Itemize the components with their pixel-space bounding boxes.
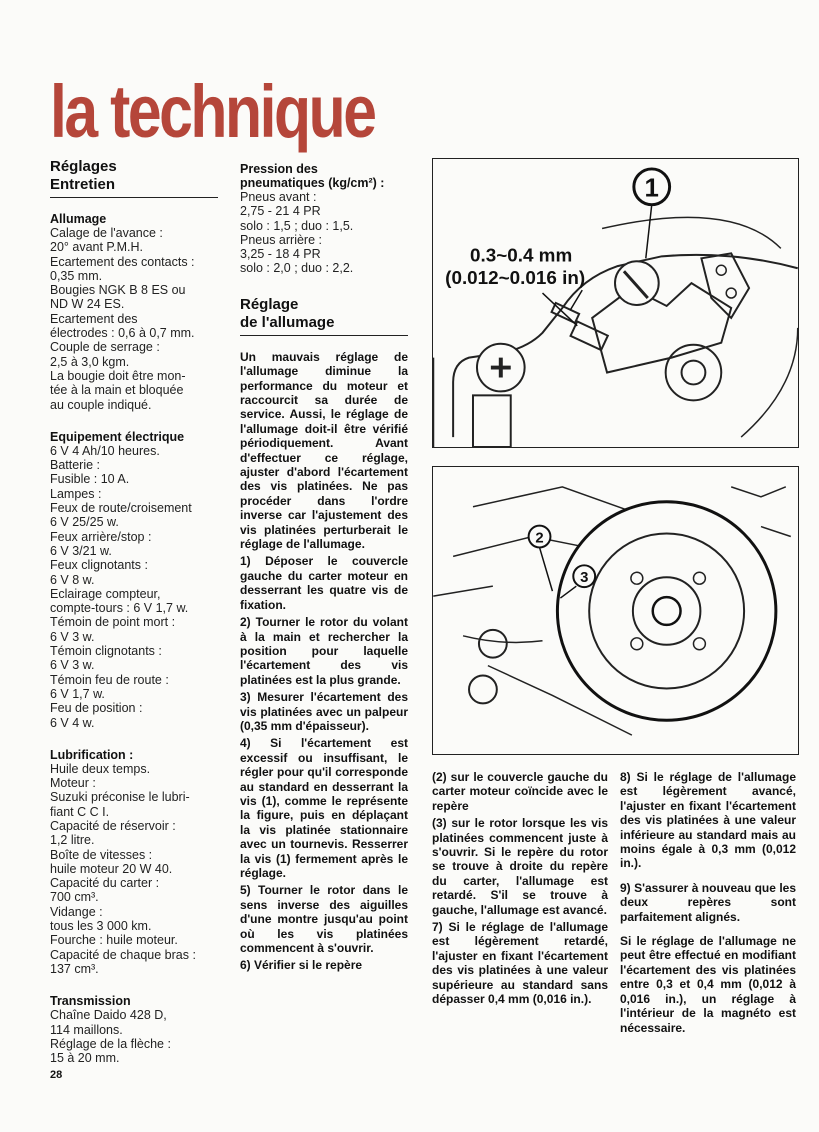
flywheel-figure bbox=[432, 466, 799, 755]
spec-line: 20° avant P.M.H. bbox=[50, 240, 144, 255]
ignition-title-line-1: Réglage bbox=[240, 295, 299, 313]
spec-line: Réglage de la flèche : bbox=[50, 1036, 171, 1051]
spec-line: 114 maillons. bbox=[50, 1022, 123, 1037]
spec-line: Feux clignotants : bbox=[50, 558, 148, 573]
section-gap bbox=[50, 730, 220, 740]
contact-breaker-diagram bbox=[433, 159, 798, 447]
spec-line: Calage de l'avance : bbox=[50, 226, 163, 240]
spec-line: La bougie doit être mon- bbox=[50, 368, 186, 383]
callout-1-label: 1 bbox=[644, 174, 659, 203]
tire-pressure-line: Pneus avant : bbox=[240, 190, 317, 204]
tire-pressure-line: 2,75 - 21 4 PR bbox=[240, 204, 321, 219]
adjustment-column bbox=[240, 158, 408, 973]
body-paragraph: 9) S'assurer à nouveau que les deux repères sont parfaitement alignés. bbox=[620, 880, 796, 924]
spec-line: Boîte de vitesses : bbox=[50, 847, 153, 862]
body-paragraph: 6) Vérifier si le repère bbox=[240, 958, 363, 973]
continued-column bbox=[432, 770, 608, 1007]
spec-line: 2,5 à 3,0 kgm. bbox=[50, 354, 130, 369]
spec-line: fiant C C I. bbox=[50, 804, 110, 819]
tire-pressure-line: Pneus arrière : bbox=[240, 232, 322, 247]
spec-line: Moteur : bbox=[50, 776, 96, 791]
spec-line: 6 V 4 Ah/10 heures. bbox=[50, 443, 160, 458]
body-paragraph: 2) Tourner le rotor du volant à la main et rechercher la position pour laquelle l'écartement des vis platinées est la plus grande. bbox=[240, 615, 408, 687]
body-paragraph: (3) sur le rotor lorsque les vis platinées commencent juste à s'ouvrir. Si le repère du rotor se trouve à droite du repère du carter, l'allumage est retardé. S'il se trouve à gauche, l'allumage est avancé. bbox=[432, 816, 608, 917]
spec-line: Capacité de chaque bras : bbox=[50, 947, 196, 962]
tire-pressure-line: 3,25 - 18 4 PR bbox=[240, 247, 321, 262]
spec-line: Feu de position : bbox=[50, 701, 143, 716]
spec-line: Suzuki préconise le lubri- bbox=[50, 790, 190, 805]
spec-line: Feux de route/croisement bbox=[50, 501, 192, 516]
spec-line: 6 V 25/25 w. bbox=[50, 515, 119, 530]
specs-title-rule bbox=[50, 197, 218, 198]
body-paragraph: Si le réglage de l'allumage ne peut être effectué en modifiant l'écartement des vis platinées entre 0,3 et 0,4 mm (0,012 à 0,016 in.), un réglage à l'intérieur de la magnéto est nécessaire. bbox=[620, 934, 796, 1035]
specs-title-line-1: Réglages bbox=[50, 158, 117, 175]
spec-line: Eclairage compteur, bbox=[50, 586, 161, 601]
specs-sections bbox=[50, 212, 220, 1065]
spec-line: 6 V 4 w. bbox=[50, 715, 95, 730]
spec-line: tous les 3 000 km. bbox=[50, 919, 152, 934]
spec-line: 6 V 3/21 w. bbox=[50, 543, 112, 558]
spec-heading: Transmission bbox=[50, 994, 131, 1009]
spec-line: Fourche : huile moteur. bbox=[50, 933, 178, 948]
body-paragraph: 1) Déposer le couvercle gauche du carter moteur en desserrant les quatre vis de fixation. bbox=[240, 554, 408, 612]
spec-line: 15 à 20 mm. bbox=[50, 1051, 120, 1066]
spec-heading: Equipement électrique bbox=[50, 429, 185, 444]
tire-pressure-line: solo : 2,0 ; duo : 2,2. bbox=[240, 261, 354, 276]
body-paragraph: 7) Si le réglage de l'allumage est légèrement retardé, l'ajuster en fixant l'écartement des vis platinées à une valeur supérieure au standard sans dépasser 0,4 mm (0,016 in.). bbox=[432, 920, 608, 1007]
spec-heading: Lubrification : bbox=[50, 747, 134, 762]
spec-line: au couple indiqué. bbox=[50, 397, 152, 412]
spec-line: 137 cm³. bbox=[50, 961, 99, 976]
callout-2-label: 2 bbox=[535, 530, 544, 547]
spec-line: 0,35 mm. bbox=[50, 268, 103, 283]
page-title: la technique bbox=[50, 70, 375, 153]
section-gap bbox=[50, 412, 220, 422]
spec-line: 6 V 8 w. bbox=[50, 572, 95, 587]
spec-line: 6 V 3 w. bbox=[50, 658, 95, 673]
spec-line: Capacité du carter : bbox=[50, 876, 160, 891]
tire-pressure-heading-2: pneumatiques (kg/cm²) : bbox=[240, 176, 385, 190]
callout-3-label: 3 bbox=[580, 570, 589, 587]
section-gap bbox=[50, 976, 220, 986]
ignition-paragraphs bbox=[240, 350, 408, 973]
spec-line: Batterie : bbox=[50, 458, 101, 473]
spec-line: ND W 24 ES. bbox=[50, 297, 125, 312]
body-paragraph: 8) Si le réglage de l'allumage est légèrement avancé, l'ajuster en fixant l'écartement des vis platinées à une valeur inférieure au standard mais au moins égale à 0,3 mm (0,012 in.). bbox=[620, 770, 796, 871]
spec-line: Ecartement des bbox=[50, 311, 138, 326]
tire-pressure-line: solo : 1,5 ; duo : 1,5. bbox=[240, 218, 354, 233]
spec-line: compte-tours : 6 V 1,7 w. bbox=[50, 601, 189, 616]
flywheel-diagram bbox=[433, 467, 798, 754]
spec-line: Témoin clignotants : bbox=[50, 644, 162, 659]
ignition-title-line-2: de l'allumage bbox=[240, 313, 335, 331]
page-number: 28 bbox=[50, 1069, 63, 1081]
spec-line: Lampes : bbox=[50, 486, 102, 501]
spec-line: Huile deux temps. bbox=[50, 761, 151, 776]
spec-line: 1,2 litre. bbox=[50, 833, 95, 848]
spec-line: Couple de serrage : bbox=[50, 340, 160, 355]
body-paragraph: (2) sur le couvercle gauche du carter moteur coïncide avec le repère bbox=[432, 770, 608, 813]
specs-title-line-2: Entretien bbox=[50, 176, 116, 193]
tire-pressure-heading-1: Pression des bbox=[240, 162, 318, 176]
spec-line: tée à la main et bloquée bbox=[50, 383, 184, 398]
continued-paragraphs bbox=[432, 770, 608, 1007]
spec-heading: Allumage bbox=[50, 212, 107, 226]
tire-pressure-lines bbox=[240, 190, 408, 276]
spec-line: Fusible : 10 A. bbox=[50, 472, 130, 487]
body-paragraph: Un mauvais réglage de l'allumage diminue la performance du moteur et raccourcit sa durée de service. Aussi, le réglage de l'allumage doit-il être vérifié périodiquement. Avant d'effectuer ce réglage, ajuster d'abord l'écartement des vis platinées. Ne pas procéder dans l'ordre inverse car l'ajustement des vis platinées perturberait le réglage de l'allumage. bbox=[240, 349, 408, 552]
spec-line: Capacité de réservoir : bbox=[50, 818, 176, 833]
spec-line: Témoin feu de route : bbox=[50, 672, 169, 687]
final-column bbox=[620, 770, 796, 1035]
spec-line: Bougies NGK B 8 ES ou bbox=[50, 283, 186, 298]
body-paragraph: 5) Tourner le rotor dans le sens inverse des aiguilles d'une montre jusqu'au point où les vis platinées commencent à s'ouvrir. bbox=[240, 883, 408, 956]
spec-line: 6 V 3 w. bbox=[50, 629, 95, 644]
spec-line: Témoin de point mort : bbox=[50, 615, 176, 630]
spec-line: 6 V 1,7 w. bbox=[50, 686, 105, 701]
spec-line: électrodes : 0,6 à 0,7 mm. bbox=[50, 326, 195, 341]
gap-mm-label: 0.3~0.4 mm bbox=[470, 244, 573, 266]
spec-line: huile moteur 20 W 40. bbox=[50, 861, 173, 876]
ignition-title-rule bbox=[240, 335, 408, 336]
contact-breaker-figure bbox=[432, 158, 799, 448]
spec-line: Chaîne Daido 428 D, bbox=[50, 1008, 167, 1023]
body-paragraph: 4) Si l'écartement est excessif ou insuffisant, le régler pour qu'il corresponde au standard en desserrant la vis (1), comme le représente la figure, puis en déplaçant la vis platinée stationnaire avec un tournevis. Resserrer la vis (1) fermement après le réglage. bbox=[240, 736, 408, 880]
body-paragraph: 3) Mesurer l'écartement des vis platinées avec un palpeur (0,35 mm d'épaisseur). bbox=[240, 690, 408, 733]
spec-line: Ecartement des contacts : bbox=[50, 254, 195, 269]
spec-line: 700 cm³. bbox=[50, 890, 99, 905]
spec-line: Vidange : bbox=[50, 904, 103, 919]
spec-line: Feux arrière/stop : bbox=[50, 529, 152, 544]
final-paragraphs bbox=[620, 770, 796, 1035]
gap-in-label: (0.012~0.016 in) bbox=[445, 267, 586, 289]
specs-column bbox=[50, 158, 220, 1065]
